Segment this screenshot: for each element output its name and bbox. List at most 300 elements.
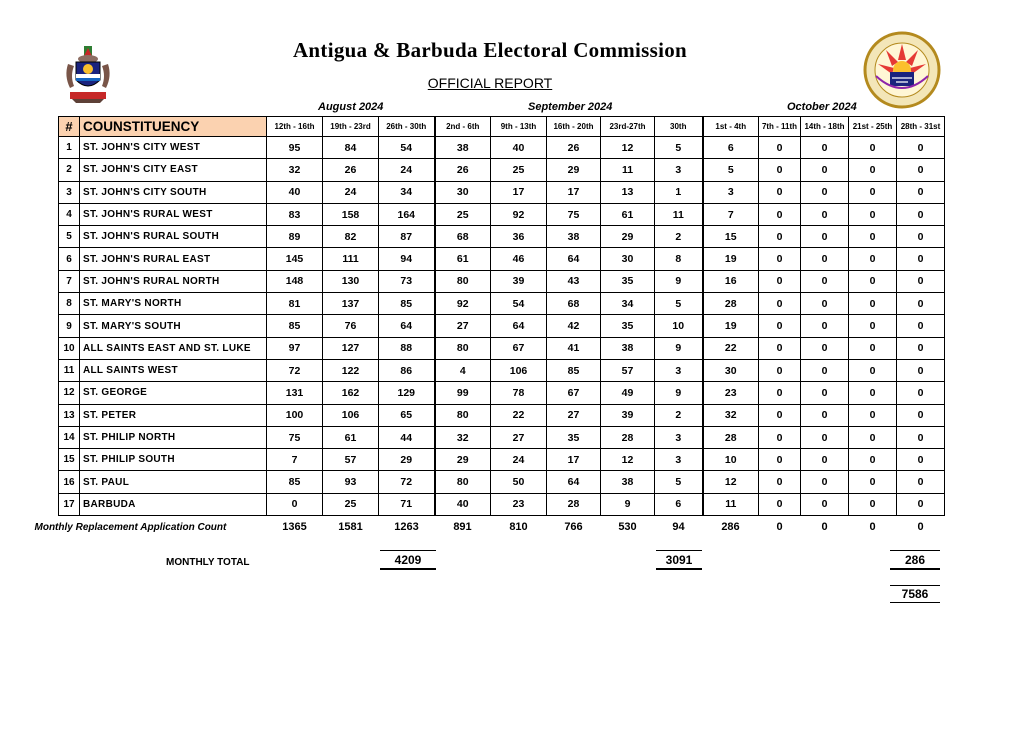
count-cell: 95 [267, 137, 323, 159]
table-row [59, 359, 945, 381]
count-cell: 61 [323, 426, 379, 448]
count-cell: 0 [849, 493, 897, 515]
count-cell: 0 [897, 203, 945, 225]
count-cell: 35 [547, 426, 601, 448]
count-cell: 78 [491, 382, 547, 404]
antigua-coat-of-arms-icon [62, 46, 114, 104]
count-cell: 162 [323, 382, 379, 404]
count-cell: 137 [323, 293, 379, 315]
count-cell: 0 [801, 270, 849, 292]
constituency-name: ST. JOHN'S RURAL NORTH [80, 270, 267, 292]
count-cell: 9 [655, 382, 703, 404]
count-cell: 64 [379, 315, 435, 337]
total-cell: 766 [547, 516, 601, 539]
count-cell: 6 [655, 493, 703, 515]
count-cell: 34 [379, 181, 435, 203]
count-cell: 0 [759, 181, 801, 203]
constituency-name: ST. MARY'S NORTH [80, 293, 267, 315]
count-cell: 145 [267, 248, 323, 270]
column-header-week: 2nd - 6th [435, 117, 491, 137]
count-cell: 0 [267, 493, 323, 515]
count-cell: 22 [703, 337, 759, 359]
count-cell: 2 [655, 226, 703, 248]
count-cell: 9 [655, 270, 703, 292]
count-cell: 12 [703, 471, 759, 493]
count-cell: 131 [267, 382, 323, 404]
count-cell: 4 [435, 359, 491, 381]
count-cell: 22 [491, 404, 547, 426]
count-cell: 11 [655, 203, 703, 225]
count-cell: 0 [759, 293, 801, 315]
count-cell: 76 [323, 315, 379, 337]
count-cell: 75 [267, 426, 323, 448]
count-cell: 122 [323, 359, 379, 381]
count-cell: 25 [435, 203, 491, 225]
count-cell: 35 [601, 315, 655, 337]
count-cell: 0 [849, 426, 897, 448]
count-cell: 97 [267, 337, 323, 359]
column-header-week: 19th - 23rd [323, 117, 379, 137]
count-cell: 64 [491, 315, 547, 337]
count-cell: 80 [435, 337, 491, 359]
count-cell: 49 [601, 382, 655, 404]
totals-row [59, 516, 945, 539]
count-cell: 61 [435, 248, 491, 270]
count-cell: 0 [759, 137, 801, 159]
count-cell: 94 [379, 248, 435, 270]
constituency-name: ST. MARY'S SOUTH [80, 315, 267, 337]
count-cell: 0 [849, 471, 897, 493]
count-cell: 38 [601, 471, 655, 493]
count-cell: 71 [379, 493, 435, 515]
count-cell: 81 [267, 293, 323, 315]
count-cell: 0 [897, 293, 945, 315]
table-row [59, 426, 945, 448]
table-row [59, 337, 945, 359]
count-cell: 0 [897, 426, 945, 448]
count-cell: 99 [435, 382, 491, 404]
count-cell: 38 [601, 337, 655, 359]
count-cell: 24 [379, 159, 435, 181]
row-number: 4 [59, 203, 80, 225]
count-cell: 164 [379, 203, 435, 225]
count-cell: 25 [491, 159, 547, 181]
row-number: 3 [59, 181, 80, 203]
count-cell: 0 [801, 382, 849, 404]
count-cell: 0 [849, 159, 897, 181]
count-cell: 0 [759, 359, 801, 381]
count-cell: 19 [703, 315, 759, 337]
count-cell: 10 [703, 449, 759, 471]
count-cell: 0 [849, 359, 897, 381]
count-cell: 30 [601, 248, 655, 270]
column-header-week: 23rd-27th [601, 117, 655, 137]
count-cell: 72 [267, 359, 323, 381]
row-number: 6 [59, 248, 80, 270]
count-cell: 46 [491, 248, 547, 270]
count-cell: 0 [849, 382, 897, 404]
count-cell: 3 [655, 359, 703, 381]
count-cell: 34 [601, 293, 655, 315]
count-cell: 15 [703, 226, 759, 248]
count-cell: 11 [703, 493, 759, 515]
electoral-commission-seal-icon [862, 30, 942, 110]
count-cell: 64 [547, 248, 601, 270]
count-cell: 39 [491, 270, 547, 292]
count-cell: 72 [379, 471, 435, 493]
count-cell: 89 [267, 226, 323, 248]
count-cell: 0 [801, 337, 849, 359]
table-row [59, 226, 945, 248]
count-cell: 0 [801, 293, 849, 315]
count-cell: 32 [703, 404, 759, 426]
count-cell: 0 [759, 337, 801, 359]
column-header-week: 16th - 20th [547, 117, 601, 137]
constituency-report-table [34, 116, 945, 538]
totals-row-label: Monthly Replacement Application Count [59, 516, 267, 539]
count-cell: 65 [379, 404, 435, 426]
count-cell: 75 [547, 203, 601, 225]
count-cell: 0 [897, 493, 945, 515]
count-cell: 3 [655, 426, 703, 448]
monthly-total-august: 4209 [380, 550, 436, 570]
count-cell: 0 [759, 471, 801, 493]
row-number: 16 [59, 471, 80, 493]
column-header-week: 26th - 30th [379, 117, 435, 137]
table-row [59, 315, 945, 337]
count-cell: 13 [601, 181, 655, 203]
count-cell: 7 [703, 203, 759, 225]
count-cell: 9 [601, 493, 655, 515]
count-cell: 0 [897, 471, 945, 493]
constituency-name: ST. PHILIP NORTH [80, 426, 267, 448]
constituency-name: ALL SAINTS WEST [80, 359, 267, 381]
total-cell: 530 [601, 516, 655, 539]
count-cell: 106 [491, 359, 547, 381]
count-cell: 73 [379, 270, 435, 292]
count-cell: 0 [849, 449, 897, 471]
constituency-name: ST. JOHN'S CITY SOUTH [80, 181, 267, 203]
count-cell: 86 [379, 359, 435, 381]
count-cell: 0 [801, 426, 849, 448]
constituency-name: ALL SAINTS EAST AND ST. LUKE [80, 337, 267, 359]
count-cell: 0 [759, 426, 801, 448]
count-cell: 67 [491, 337, 547, 359]
report-title: Antigua & Barbuda Electoral Commission [292, 38, 688, 62]
count-cell: 0 [759, 248, 801, 270]
count-cell: 12 [601, 137, 655, 159]
count-cell: 0 [801, 315, 849, 337]
column-header-week: 12th - 16th [267, 117, 323, 137]
count-cell: 0 [849, 404, 897, 426]
count-cell: 0 [801, 181, 849, 203]
count-cell: 54 [491, 293, 547, 315]
row-number: 2 [59, 159, 80, 181]
row-number: 11 [59, 359, 80, 381]
row-number: 17 [59, 493, 80, 515]
count-cell: 17 [491, 181, 547, 203]
row-number: 12 [59, 382, 80, 404]
count-cell: 7 [267, 449, 323, 471]
count-cell: 64 [547, 471, 601, 493]
count-cell: 2 [655, 404, 703, 426]
count-cell: 25 [323, 493, 379, 515]
count-cell: 0 [759, 449, 801, 471]
count-cell: 35 [601, 270, 655, 292]
total-cell: 0 [759, 516, 801, 539]
count-cell: 32 [435, 426, 491, 448]
total-cell: 286 [703, 516, 759, 539]
count-cell: 129 [379, 382, 435, 404]
column-header-week: 30th [655, 117, 703, 137]
count-cell: 27 [491, 426, 547, 448]
count-cell: 0 [849, 315, 897, 337]
total-cell: 0 [849, 516, 897, 539]
count-cell: 80 [435, 404, 491, 426]
count-cell: 0 [849, 137, 897, 159]
count-cell: 0 [897, 137, 945, 159]
count-cell: 57 [323, 449, 379, 471]
table-row [59, 181, 945, 203]
row-number: 13 [59, 404, 80, 426]
count-cell: 27 [547, 404, 601, 426]
monthly-total-september: 3091 [656, 550, 702, 570]
grand-total: 7586 [890, 585, 940, 603]
count-cell: 0 [849, 293, 897, 315]
count-cell: 50 [491, 471, 547, 493]
count-cell: 0 [801, 359, 849, 381]
constituency-name: ST. PAUL [80, 471, 267, 493]
count-cell: 0 [801, 404, 849, 426]
count-cell: 0 [759, 493, 801, 515]
count-cell: 32 [267, 159, 323, 181]
table-row [59, 449, 945, 471]
count-cell: 28 [703, 426, 759, 448]
count-cell: 28 [601, 426, 655, 448]
total-cell: 1365 [267, 516, 323, 539]
count-cell: 1 [655, 181, 703, 203]
count-cell: 0 [897, 359, 945, 381]
count-cell: 28 [703, 293, 759, 315]
count-cell: 0 [897, 337, 945, 359]
constituency-name: ST. PHILIP SOUTH [80, 449, 267, 471]
count-cell: 40 [435, 493, 491, 515]
count-cell: 5 [703, 159, 759, 181]
count-cell: 0 [759, 226, 801, 248]
count-cell: 83 [267, 203, 323, 225]
count-cell: 148 [267, 270, 323, 292]
row-number: 5 [59, 226, 80, 248]
count-cell: 10 [655, 315, 703, 337]
count-cell: 54 [379, 137, 435, 159]
count-cell: 44 [379, 426, 435, 448]
count-cell: 0 [897, 315, 945, 337]
count-cell: 29 [435, 449, 491, 471]
count-cell: 41 [547, 337, 601, 359]
count-cell: 26 [547, 137, 601, 159]
table-header-row [59, 117, 945, 137]
column-header-week: 9th - 13th [491, 117, 547, 137]
count-cell: 0 [759, 270, 801, 292]
count-cell: 0 [801, 449, 849, 471]
count-cell: 30 [703, 359, 759, 381]
table-row [59, 248, 945, 270]
count-cell: 5 [655, 137, 703, 159]
count-cell: 0 [801, 226, 849, 248]
constituency-name: BARBUDA [80, 493, 267, 515]
count-cell: 0 [849, 248, 897, 270]
count-cell: 0 [849, 226, 897, 248]
count-cell: 111 [323, 248, 379, 270]
count-cell: 0 [897, 159, 945, 181]
constituency-name: ST. PETER [80, 404, 267, 426]
count-cell: 42 [547, 315, 601, 337]
column-header-week: 1st - 4th [703, 117, 759, 137]
count-cell: 9 [655, 337, 703, 359]
count-cell: 3 [655, 159, 703, 181]
total-cell: 1581 [323, 516, 379, 539]
count-cell: 29 [601, 226, 655, 248]
constituency-name: ST. JOHN'S CITY WEST [80, 137, 267, 159]
count-cell: 0 [897, 382, 945, 404]
count-cell: 61 [601, 203, 655, 225]
count-cell: 67 [547, 382, 601, 404]
column-header-week: 21st - 25th [849, 117, 897, 137]
total-cell: 94 [655, 516, 703, 539]
row-number: 9 [59, 315, 80, 337]
count-cell: 23 [491, 493, 547, 515]
count-cell: 158 [323, 203, 379, 225]
count-cell: 85 [267, 315, 323, 337]
table-row [59, 471, 945, 493]
count-cell: 0 [801, 159, 849, 181]
total-cell: 810 [491, 516, 547, 539]
count-cell: 6 [703, 137, 759, 159]
count-cell: 38 [435, 137, 491, 159]
table-row [59, 493, 945, 515]
count-cell: 57 [601, 359, 655, 381]
count-cell: 16 [703, 270, 759, 292]
count-cell: 93 [323, 471, 379, 493]
row-number: 10 [59, 337, 80, 359]
table-row [59, 293, 945, 315]
count-cell: 17 [547, 181, 601, 203]
row-number: 8 [59, 293, 80, 315]
count-cell: 0 [759, 382, 801, 404]
month-label-september: September 2024 [528, 101, 613, 113]
table-row [59, 404, 945, 426]
row-number: 1 [59, 137, 80, 159]
count-cell: 3 [655, 449, 703, 471]
count-cell: 130 [323, 270, 379, 292]
count-cell: 29 [547, 159, 601, 181]
column-header-constituency: COUNSTITUENCY [80, 117, 267, 137]
count-cell: 0 [849, 181, 897, 203]
count-cell: 5 [655, 293, 703, 315]
count-cell: 0 [849, 337, 897, 359]
count-cell: 100 [267, 404, 323, 426]
count-cell: 68 [435, 226, 491, 248]
count-cell: 3 [703, 181, 759, 203]
count-cell: 43 [547, 270, 601, 292]
count-cell: 0 [759, 315, 801, 337]
table-row [59, 137, 945, 159]
monthly-total-october: 286 [890, 550, 940, 570]
count-cell: 12 [601, 449, 655, 471]
count-cell: 24 [323, 181, 379, 203]
count-cell: 5 [655, 471, 703, 493]
count-cell: 92 [435, 293, 491, 315]
count-cell: 0 [849, 270, 897, 292]
monthly-total-label: MONTHLY TOTAL [166, 557, 250, 568]
table-row [59, 203, 945, 225]
row-number: 7 [59, 270, 80, 292]
count-cell: 0 [759, 404, 801, 426]
count-cell: 39 [601, 404, 655, 426]
count-cell: 85 [267, 471, 323, 493]
column-header-week: 28th - 31st [897, 117, 945, 137]
total-cell: 0 [801, 516, 849, 539]
row-number: 15 [59, 449, 80, 471]
row-number: 14 [59, 426, 80, 448]
count-cell: 87 [379, 226, 435, 248]
total-cell: 891 [435, 516, 491, 539]
table-row [59, 159, 945, 181]
column-header-number: # [59, 117, 80, 137]
count-cell: 0 [897, 181, 945, 203]
count-cell: 82 [323, 226, 379, 248]
count-cell: 0 [897, 404, 945, 426]
constituency-name: ST. JOHN'S RURAL WEST [80, 203, 267, 225]
count-cell: 26 [435, 159, 491, 181]
count-cell: 0 [849, 203, 897, 225]
constituency-name: ST. JOHN'S RURAL EAST [80, 248, 267, 270]
column-header-week: 14th - 18th [801, 117, 849, 137]
count-cell: 40 [491, 137, 547, 159]
count-cell: 0 [801, 203, 849, 225]
count-cell: 0 [801, 248, 849, 270]
count-cell: 106 [323, 404, 379, 426]
report-subtitle: OFFICIAL REPORT [427, 75, 553, 91]
count-cell: 26 [323, 159, 379, 181]
count-cell: 0 [897, 226, 945, 248]
count-cell: 27 [435, 315, 491, 337]
count-cell: 0 [801, 493, 849, 515]
total-cell: 1263 [379, 516, 435, 539]
table-row [59, 270, 945, 292]
count-cell: 28 [547, 493, 601, 515]
count-cell: 85 [547, 359, 601, 381]
count-cell: 127 [323, 337, 379, 359]
count-cell: 17 [547, 449, 601, 471]
count-cell: 0 [759, 159, 801, 181]
month-label-august: August 2024 [318, 101, 384, 113]
count-cell: 40 [267, 181, 323, 203]
count-cell: 68 [547, 293, 601, 315]
constituency-name: ST. GEORGE [80, 382, 267, 404]
count-cell: 80 [435, 270, 491, 292]
count-cell: 38 [547, 226, 601, 248]
count-cell: 0 [897, 248, 945, 270]
column-header-week: 7th - 11th [759, 117, 801, 137]
constituency-name: ST. JOHN'S RURAL SOUTH [80, 226, 267, 248]
count-cell: 36 [491, 226, 547, 248]
total-cell: 0 [897, 516, 945, 539]
count-cell: 30 [435, 181, 491, 203]
count-cell: 0 [801, 471, 849, 493]
count-cell: 8 [655, 248, 703, 270]
count-cell: 88 [379, 337, 435, 359]
